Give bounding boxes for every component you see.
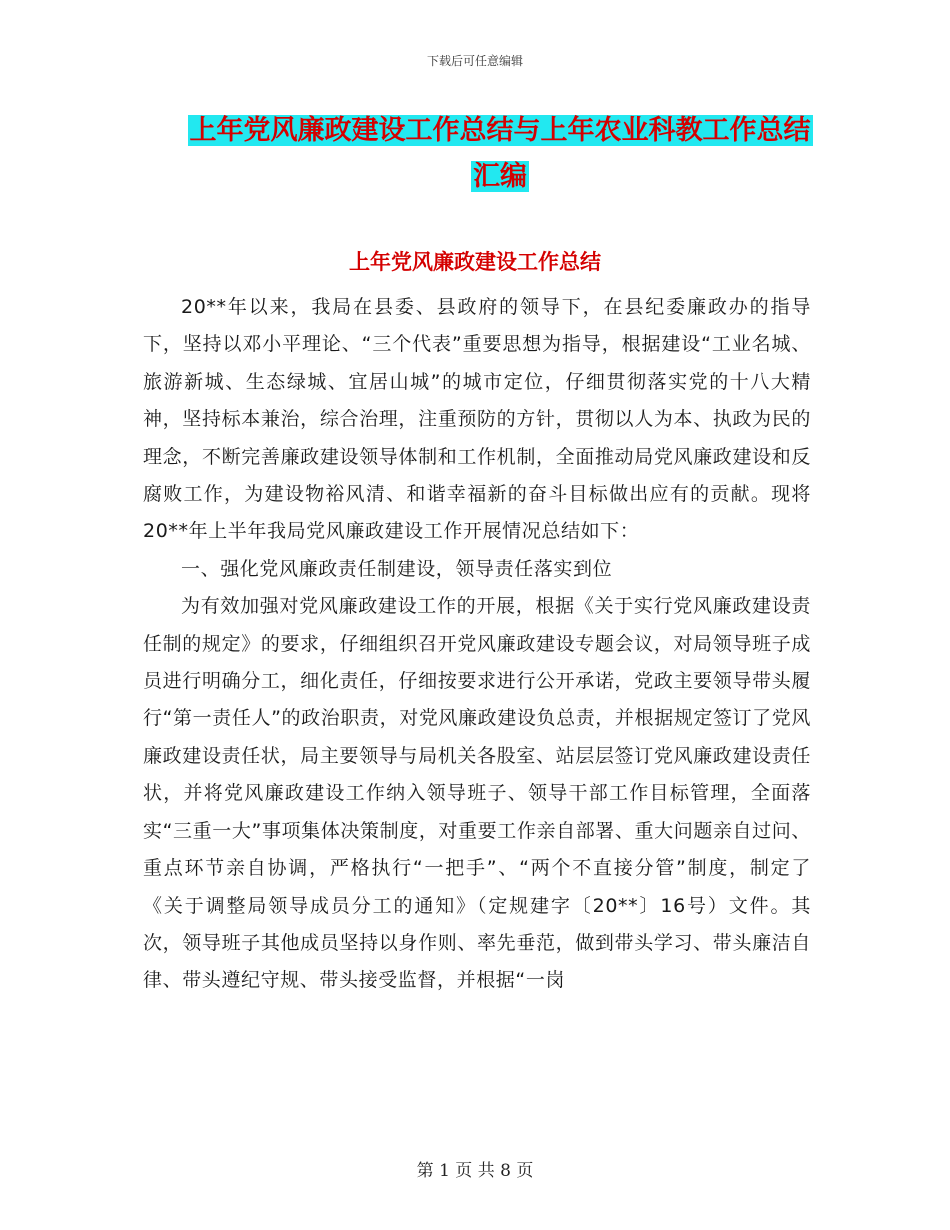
main-title-line2: 汇编: [473, 161, 527, 192]
body-text: [143, 289, 811, 1000]
section-title: 上年党风廉政建设工作总结: [349, 250, 601, 274]
page-number: 第 1 页 共 8 页: [416, 1161, 534, 1181]
header-note: 下载后可任意编辑: [426, 54, 523, 68]
main-title-line1: 上年党风廉政建设工作总结与上年农业科教工作总结: [189, 115, 811, 146]
paragraph: 为有效加强对党风廉政建设工作的开展，根据《关于实行党风廉政建设责任制的规定》的要求，仔细组织召开党风廉政建设专题会议，对局领导班子成员进行明确分工，细化责任，仔细按要求进行公开承诺，党政主要领导带头履行“第一责任人”的政治职责，对党风廉政建设负总责，并根据规定签订了党风廉政建设责任状，局主要领导与局机关各股室、站层层签订党风廉政建设责任状，并将党风廉政建设工作纳入领导班子、领导干部工作目标管理，全面落实“三重一大”事项集体决策制度，对重要工作亲自部署、重大问题亲自过问、重点环节亲自协调，严格执行“一把手”、“两个不直接分管”制度，制定了《关于调整局领导成员分工的通知》（定规建字〔20**〕16号）文件。其次，领导班子其他成员坚持以身作则、率先垂范，做到带头学习、带头廉洁自律、带头遵纪守规、带头接受监督，并根据“一岗: [143, 595, 811, 992]
paragraph: 20**年以来，我局在县委、县政府的领导下，在县纪委廉政办的指导下，坚持以邓小平理论、“三个代表”重要思想为指导，根据建设“工业名城、旅游新城、生态绿城、宜居山城”的城市定位，仔细贯彻落实党的十八大精神，坚持标本兼治，综合治理，注重预防的方针，贯彻以人为本、执政为民的理念，不断完善廉政建设领导体制和工作机制，全面推动局党风廉政建设和反腐败工作，为建设物裕风清、和谐幸福新的奋斗目标做出应有的贡献。现将20**年上半年我局党风廉政建设工作开展情况总结如下：: [143, 296, 811, 543]
paragraph: 一、强化党风廉政责任制建设，领导责任落实到位: [181, 557, 613, 580]
main-title: [150, 108, 850, 200]
